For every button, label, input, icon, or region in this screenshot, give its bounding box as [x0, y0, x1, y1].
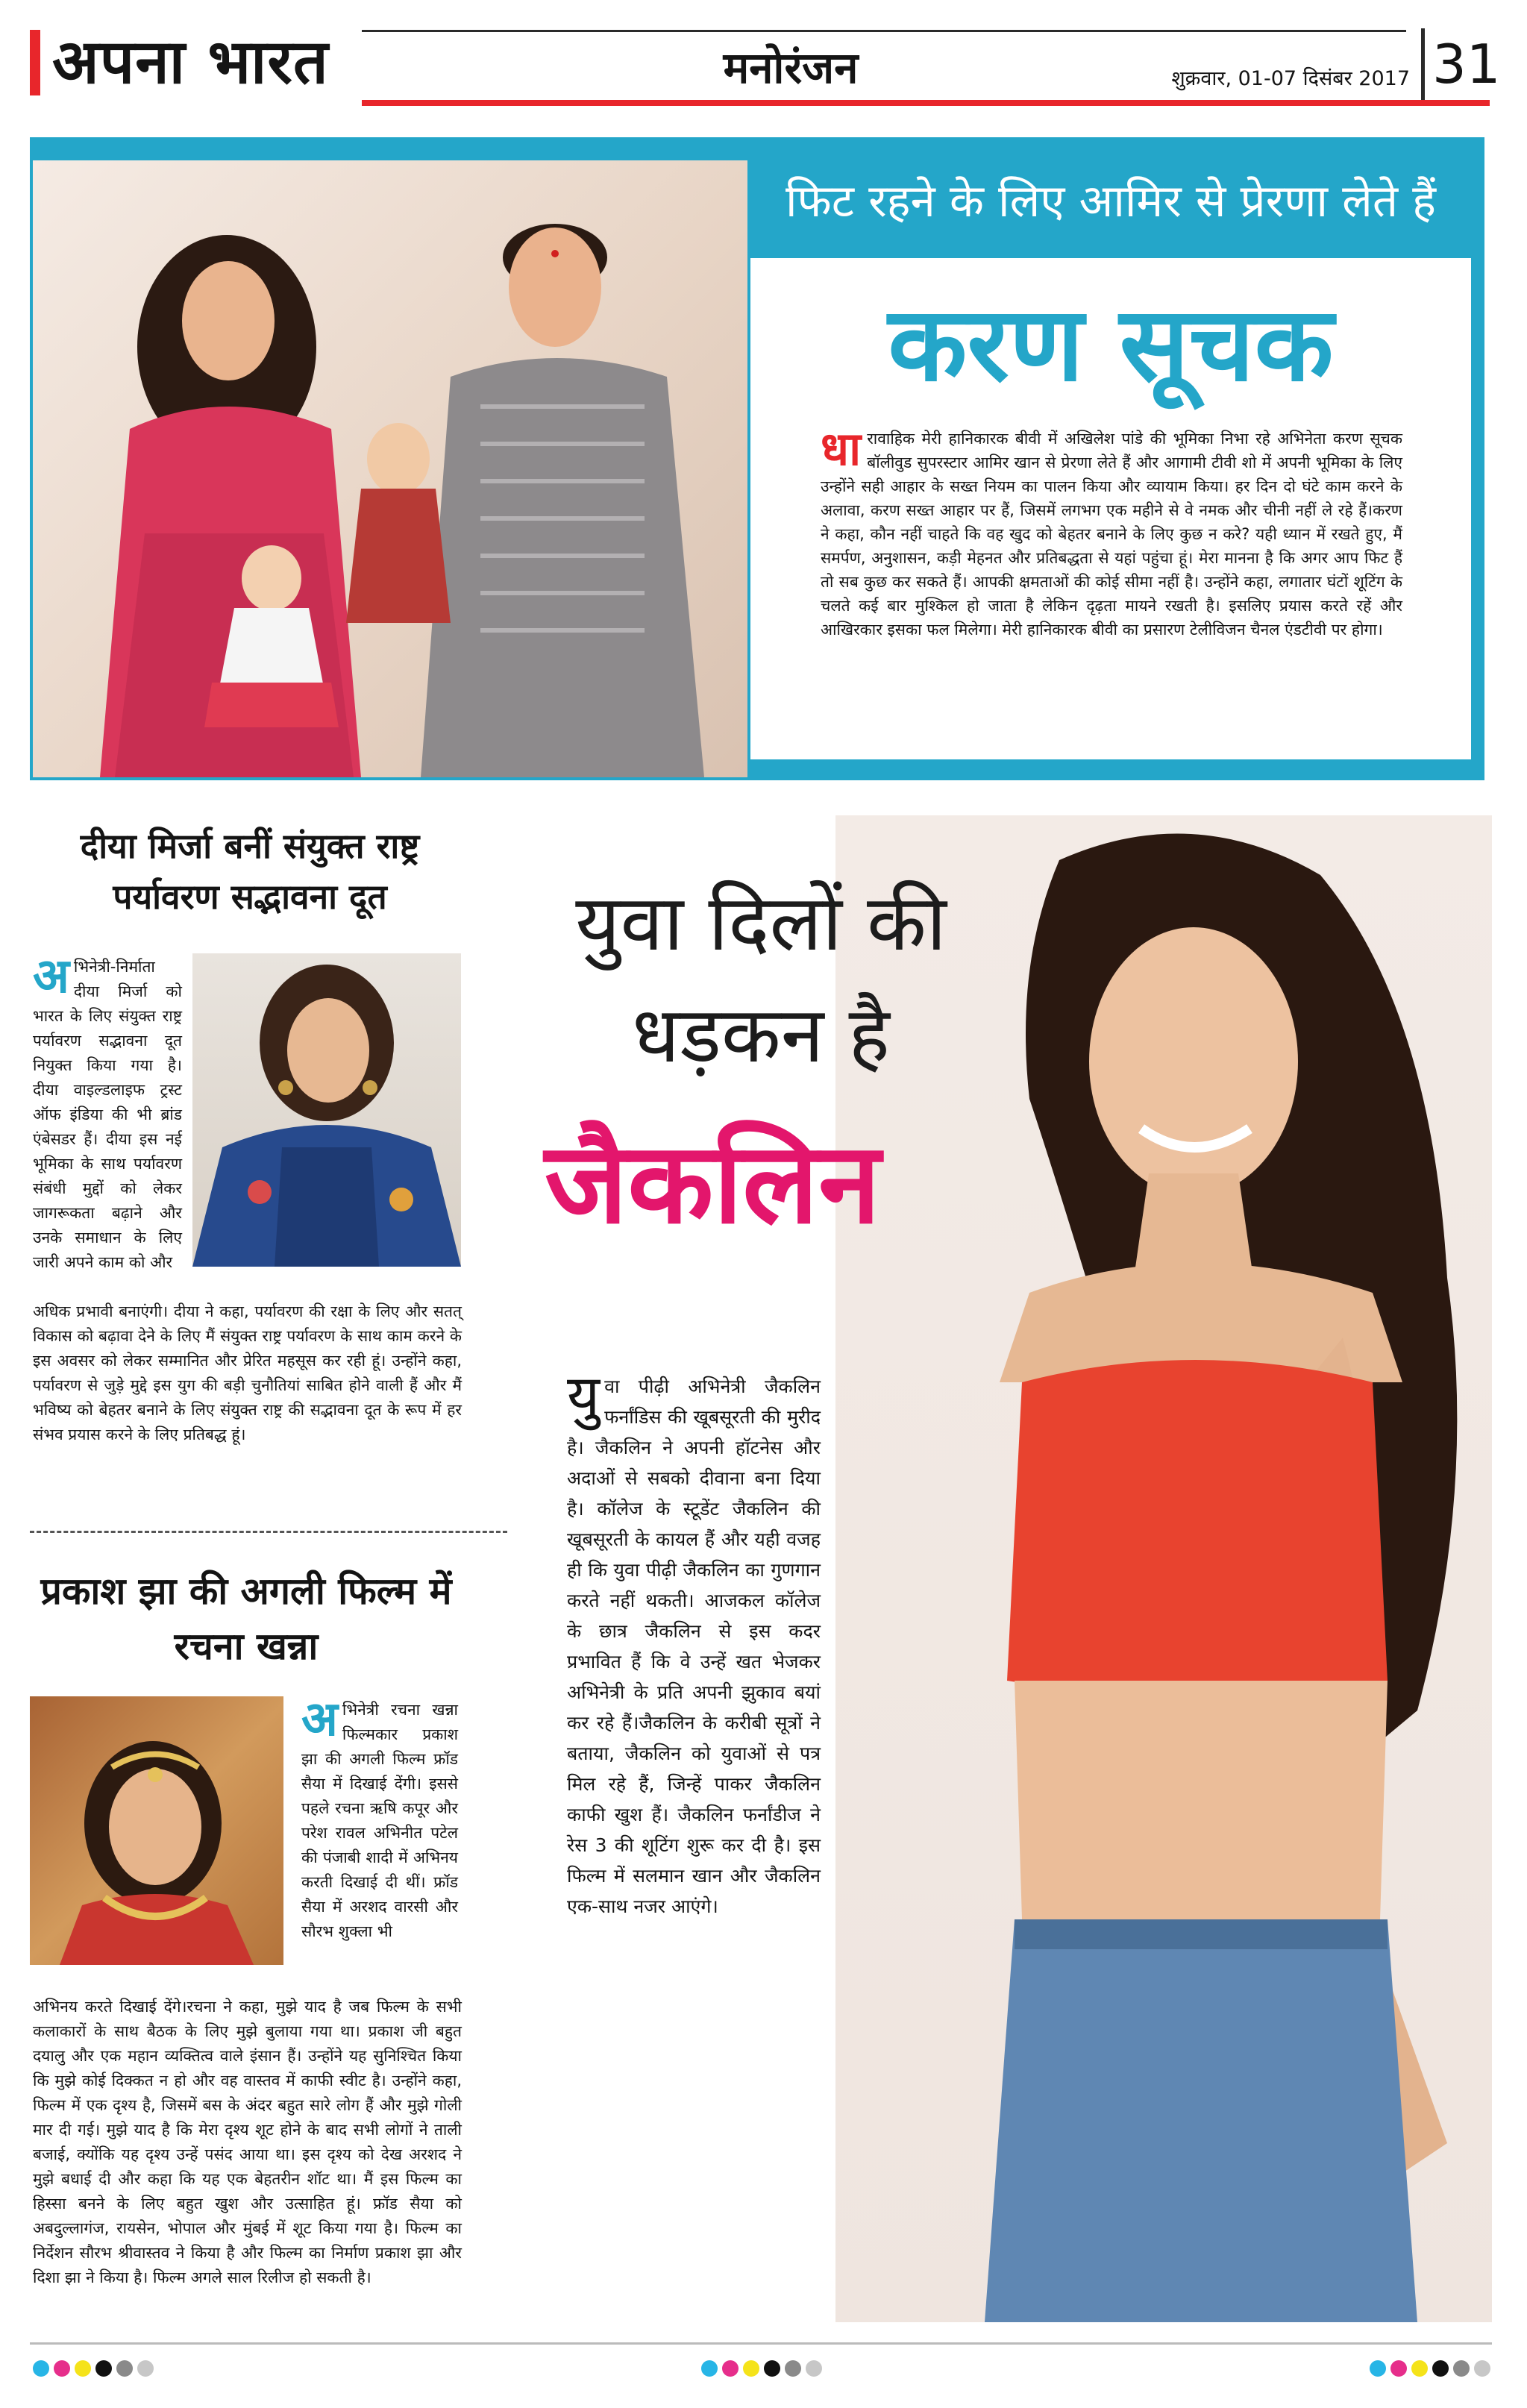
jacqueline-headline: जैकलिन: [545, 1117, 881, 1249]
registration-dot: [701, 2360, 718, 2377]
rachna-body-beside: [301, 1692, 458, 1944]
rachna-headline: प्रकाश झा की अगली फिल्म में रचना खन्ना: [40, 1569, 452, 1668]
masthead-top-rule: [362, 30, 1406, 32]
feature-photo: [33, 160, 747, 777]
dia-body-below: अधिक प्रभावी बनाएंगी। दीया ने कहा, पर्यावरण की रक्षा के लिए और सतत् विकास को बढ़ावा देने के लिए मैं संयुक्त राष्ट्र पर्यावरण के साथ काम करने के इस अवसर को लेकर सम्मानित और प्रेरित महसूस कर रही हूं। उन्होंने कहा, पर्यावरण से जुड़े मुद्दे इस युग की बड़ी चुनौतियां साबित होने वाली हैं और मैं भविष्य को बेहतर बनाने के लिए संयुक्त राष्ट्र की सद्भावना दूत के रूप में हर संभव प्रयास करने के लिए प्रतिबद्ध हूं।: [33, 1302, 462, 1443]
issue-date: शुक्रवार, 01-07 दिसंबर 2017: [1171, 67, 1410, 90]
registration-dot: [33, 2360, 49, 2377]
newspaper-logo: अपना भारत: [52, 26, 329, 98]
rachna-drop-cap: अ: [301, 1692, 338, 1747]
jacqueline-body-text: वा पीढ़ी अभिनेत्री जैकलिन फर्नांडिस की खूबसूरती की मुरीद है। जैकलिन ने अपनी हॉटनेस और अदाओं से सबको दीवाना बना दिया है। कॉलेज के स्टूडेंट जैकलिन की खूबसूरती के कायल हैं और यही वजह ही कि युवा पीढ़ी जैकलिन का गुणगान करते नहीं थकती। आजकल कॉलेज के छात्र जैकलिन से इस कदर प्रभावित हैं कि वे उन्हें खत भेजकर अभिनेत्री के प्रति अपनी झुकाव बयां कर रहे हैं।जैकलिन के करीबी सूत्रों ने बताया, जैकलिन को युवाओं से पत्र मिल रहे हैं, जिन्हें पाकर जैकलिन काफी खुश हैं। जैकलिन फर्नांडीज ने रेस 3 की शूटिंग शुरू कर दी है। इस फिल्म में सलमान खान और जैकलिन एक-साथ नजर आएंगे।: [567, 1376, 821, 1917]
section-title: मनोरंजन: [723, 43, 859, 93]
registration-dot: [1474, 2360, 1490, 2377]
rachna-body-beside-text: भिनेत्री रचना खन्ना फिल्मकार प्रकाश झा की अगली फिल्म फ्रॉड सैया में दिखाई देंगी। इससे पहले रचना ऋषि कपूर और परेश रावल अभिनीत पटेल की पंजाबी शादी में अभिनय करती दिखाई दी थीं। फ्रॉड सैया में अरशद वारसी और सौरभ शुक्ला भी: [301, 1701, 458, 1940]
jacqueline-drop-cap: यु: [567, 1362, 601, 1429]
dia-body-beside: [33, 949, 182, 1275]
jacqueline-body: [567, 1362, 821, 1922]
registration-dot: [785, 2360, 801, 2377]
registration-dot: [764, 2360, 780, 2377]
footer-rule: [30, 2342, 1492, 2345]
dia-photo-illustration: [192, 953, 461, 1267]
registration-dot: [75, 2360, 91, 2377]
page-number: 31: [1432, 33, 1501, 95]
registration-dot: [54, 2360, 70, 2377]
feature-kicker: फिट रहने के लिए आमिर से प्रेरणा लेते हैं: [786, 175, 1436, 228]
feature-body: [821, 421, 1402, 642]
feature-photo-illustration: [33, 160, 747, 777]
rachna-photo: [30, 1696, 283, 1965]
registration-dot: [1390, 2360, 1407, 2377]
rachna-body-below: अभिनय करते दिखाई देंगे।रचना ने कहा, मुझे याद है जब फिल्म के सभी कलाकारों के साथ बैठक के लिए मुझे बुलाया गया था। प्रकाश जी बहुत दयालु और एक महान व्यक्तित्व वाले इंसान हैं। उन्होंने यह सुनिश्चित किया कि मुझे कोई दिक्कत न हो और वह वास्तव में काफी स्वीट है। उन्होंने कहा, फिल्म में एक दृश्य है, जिसमें बस के अंदर बहुत सारे लोग हैं और मुझे गोली मार दी गई। मुझे याद है कि मेरा दृश्य शूट होने के बाद सभी लोगों ने ताली बजाई, क्योंकि यह दृश्य उन्हें पसंद आया था। इस दृश्य को देख अरशद ने मुझे बधाई दी और कहा कि यह एक बेहतरीन शॉट था। मैं इस फिल्म का हिस्सा बनने के लिए बहुत खुश और उत्साहित हूं। फ्रॉड सैया को अबदुल्लागंज, रायसेन, भोपाल और मुंबई में शूट किया गया है। फिल्म का निर्देशन सौरभ श्रीवास्तव ने किया है और फिल्म का निर्माण प्रकाश झा और दिशा झा ने किया है। फिल्म अगले साल रिलीज हो सकती है।: [33, 1998, 462, 2286]
dia-headline: दीया मिर्जा बनीं संयुक्त राष्ट्र पर्यावरण सद्भावना दूत: [80, 826, 420, 917]
masthead-red-rule: [362, 100, 1490, 106]
section-dashed-divider: [30, 1531, 507, 1533]
dia-drop-cap: अ: [33, 949, 69, 1004]
registration-dot: [1370, 2360, 1386, 2377]
jacqueline-kicker-line1: युवा दिलों की: [575, 877, 947, 968]
feature-drop-cap: धा: [821, 421, 862, 476]
dia-photo: [192, 953, 461, 1267]
registration-dot: [137, 2360, 154, 2377]
registration-dot: [743, 2360, 759, 2377]
jacqueline-kicker-line2: धड़कन है: [632, 989, 890, 1080]
registration-dot: [95, 2360, 112, 2377]
dia-body-beside-text: भिनेत्री-निर्माता दीया मिर्जा को भारत के लिए संयुक्त राष्ट्र पर्यावरण सद्भावना दूत नियुक्त किया गया है। दीया वाइल्डलाइफ ट्रस्ट ऑफ इंडिया की भी ब्रांड एंबेसडर हैं। दीया इस नई भूमिका के साथ पर्यावरण संबंधी मुद्दों को लेकर जागरूकता बढ़ाने और उनके समाधान के लिए जारी अपने काम को और: [33, 958, 182, 1271]
registration-dot: [722, 2360, 739, 2377]
feature-headline: करण सूचक: [888, 283, 1334, 404]
rachna-photo-illustration: [30, 1696, 283, 1965]
registration-marks-left: [33, 2360, 154, 2378]
registration-dot: [806, 2360, 822, 2377]
registration-dot: [1411, 2360, 1428, 2377]
registration-dot: [1432, 2360, 1449, 2377]
registration-marks-center: [701, 2360, 822, 2378]
registration-dot: [1453, 2360, 1470, 2377]
jacqueline-kicker: [537, 867, 985, 1091]
registration-marks-right: [1370, 2360, 1490, 2378]
page-number-divider: [1421, 28, 1425, 103]
feature-body-text: रावाहिक मेरी हानिकारक बीवी में अखिलेश पांडे की भूमिका निभा रहे अभिनेता करण सूचक बॉलीवुड सुपरस्टार आमिर खान से प्रेरणा लेते हैं और आगामी टीवी शो में अपनी भूमिका के लिए उन्होंने सही आहार के सख्त नियम का पालन किया और व्यायाम किया। हर दिन दो घंटे काम करने के अलावा, करण सख्त आहार पर हैं, जिसमें लगभग एक महीने से वे नमक और चीनी नहीं ले रहे हैं।करण ने कहा, कौन नहीं चाहते कि वह खुद को बेहतर बनाने के लिए कुछ न करे? यही ध्यान में रखते हुए, मैं समर्पण, अनुशासन, कड़ी मेहनत और प्रतिबद्धता से यहां पहुंचा हूं। मेरा मानना है कि अगर आप फिट हैं तो सब कुछ कर सकते हैं। आपकी क्षमताओं की कोई सीमा नहीं है। उन्होंने कहा, लगातार घंटों शूटिंग के चलते कई बार मुश्किल हो जाता है लेकिन दृढ़ता मायने रखती है। इसलिए प्रयास करते रहें और आखिरकार इसका फल मिलेगा। मेरी हानिकारक बीवी का प्रसारण टेलीविजन चैनल एंडटीवी पर होगा।: [821, 430, 1402, 639]
registration-dot: [116, 2360, 133, 2377]
brand-accent-bar: [30, 30, 40, 95]
